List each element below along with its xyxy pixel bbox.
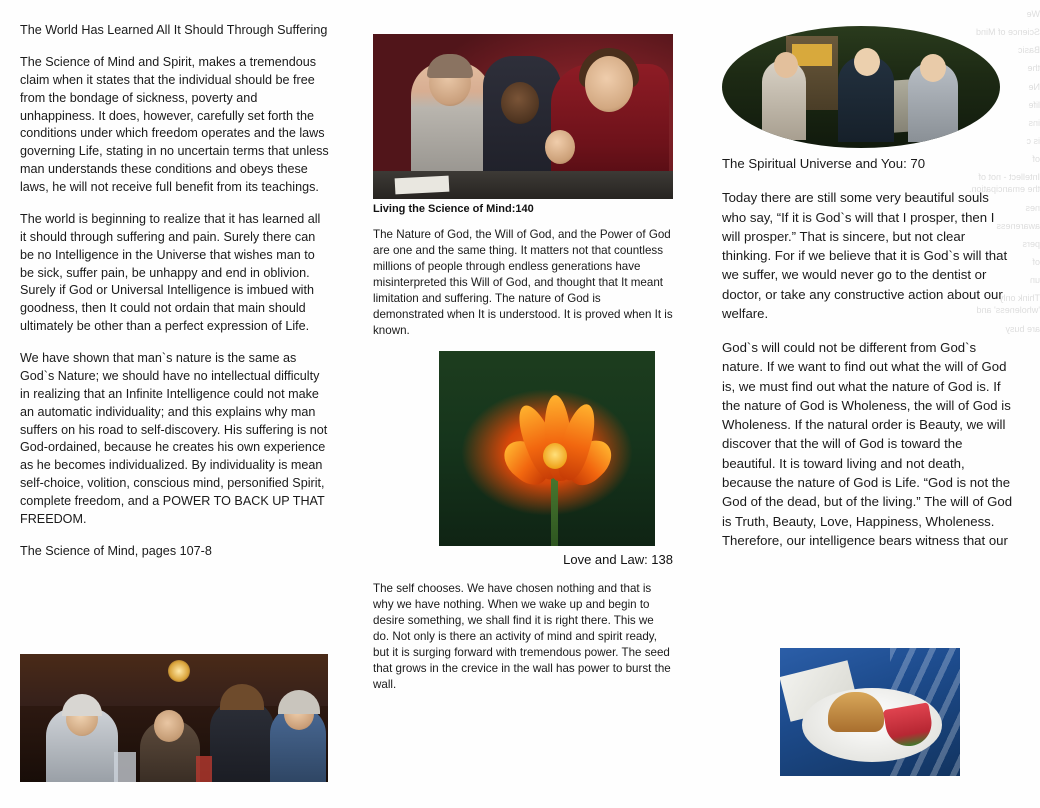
photo-glass — [114, 752, 136, 782]
flower-photo — [439, 351, 655, 546]
bleed-line: pers — [1022, 238, 1040, 249]
photo-flower-center — [543, 443, 567, 469]
bleed-line: of — [1032, 154, 1040, 165]
photo-person-hair — [427, 54, 473, 78]
photo-sign — [792, 44, 832, 66]
bleed-line: of — [1032, 256, 1040, 267]
bleed-line: un — [1029, 275, 1040, 286]
bleed-line: nes — [1025, 202, 1040, 213]
photo-lamp — [168, 660, 190, 682]
middle-paragraph-2: The self chooses. We have chosen nothing and that is why we have nothing. When we wake up and begin to desire something, we shall find it is right there. This we do. Not only is there an activity of mind and spirit ready, but it is surging forward with tremendous power. The seed that grows in the crevice in the wall has power to burst the wall. — [373, 581, 671, 691]
right-paragraph-2: God`s will could not be different from God`s nature. If we want to find out what the will of God is, we must find out what the nature of God is. If the nature of God is Wholeness, the will of God is Wholeness. If the natural order is Beauty, we will discover that the will of God is toward the beautiful. It is toward living and not death, because the nature of God is Life. “God is not the God of the dead, but of the living.” The will of God is Truth, Beauty, Love, Happiness, Wholeness. Therefore, our intelligence bears witness that our — [722, 340, 1013, 548]
right-column — [722, 26, 1014, 565]
photo-person-head — [920, 54, 946, 82]
bleed-line: Ne — [1028, 81, 1040, 92]
bleed-line: the — [1027, 63, 1040, 74]
bleed-line: Science of Mind — [975, 27, 1040, 38]
middle-column — [373, 34, 673, 705]
left-column — [20, 22, 330, 575]
left-paragraph-3: We have shown that man`s nature is the same as God`s Nature; we should have no intellectual difficulty in realizing that an Infinite Intelligence could not make an automatic individuality; and this explains why man suffers on his road to self-discovery. His suffering is not God-ordained, because he creates his own experience as he becomes individualized. By individuality is mean self-choice, volition, conscious mind, personified Spirit, complete freedom, and a POWER TO BACK UP THAT FREEDOM. — [20, 351, 328, 526]
left-paragraph-2: The world is beginning to realize that it has learned all it should through suffering and pain. Surely there can be no Intelligence in the Universe that wishes man to be sick, suffer pain, be unhappy and end in oblivion. Surely if God or Universal Intelligence is imbued with goodness, then It could not ordain that main should ultimately be other than a perfect expression of Life. — [20, 211, 321, 334]
left-paragraph-1: The Science of Mind and Spirit, makes a tremendous claim when it states that the individual should be free from the bondage of sickness, poverty and unhappiness. It does, however, carefully set forth the conditions under which freedom operates and the laws governing Life, stating in no uncertain terms that unless man understands these conditions and obeys these laws, he will not receive full benefit from its teachings. — [20, 54, 329, 194]
photo-person-head — [854, 48, 880, 76]
page-title: The World Has Learned All It Should Through Suffering — [20, 23, 328, 37]
photo-hand — [545, 130, 575, 164]
bleed-line: Intellect - not of the emancipation. — [968, 172, 1040, 195]
photo-caption-love-and-law: Love and Law: 138 — [563, 551, 673, 567]
source-citation: The Science of Mind, pages 107-8 — [20, 543, 212, 558]
right-paragraph-1: Today there are still some very beautiful souls who say, “If it is God`s will that I prosper, then I will prosper.” That is sincere, but not clear thinking. For if we believe that it is God`s will that we suffer, we would never go to the dentist or doctor, or take any constructive action about our welfare. — [722, 190, 1008, 321]
bleed-line: are busy — [1005, 323, 1040, 334]
bleed-line: We — [1026, 9, 1040, 19]
food-photo — [780, 648, 960, 776]
photo-person-head — [154, 710, 184, 742]
panel-discussion-photo — [373, 34, 673, 199]
group-photo — [20, 654, 328, 782]
photo-sandwich — [828, 692, 884, 732]
bleed-line: Think only 'wholeness' and — [976, 293, 1040, 316]
right-heading: The Spiritual Universe and You: 70 — [722, 156, 926, 171]
photo-person-head — [774, 52, 798, 78]
oval-group-photo — [722, 26, 1000, 148]
photo-caption-living-science: Living the Science of Mind:140 — [373, 203, 534, 215]
bleed-line: ins — [1028, 117, 1040, 128]
photo-person-head — [585, 56, 633, 112]
photo-paper — [395, 176, 450, 195]
middle-paragraph-1: The Nature of God, the Will of God, and the Power of God are one and the same thing. It matters not that countless millions of people through endless generations have misinterpreted this Will of God, and thought that It meant limitation and suffering. The nature of God is demonstrated when It is understood. It is proved when It is known. — [373, 228, 673, 337]
bleed-line: is c — [1026, 135, 1040, 146]
bleed-line: awareness — [996, 220, 1040, 231]
bleed-line: life — [1028, 99, 1040, 110]
bleed-line: Basic — [1017, 45, 1040, 56]
photo-bottle — [196, 756, 212, 782]
photo-person-head — [501, 82, 539, 124]
